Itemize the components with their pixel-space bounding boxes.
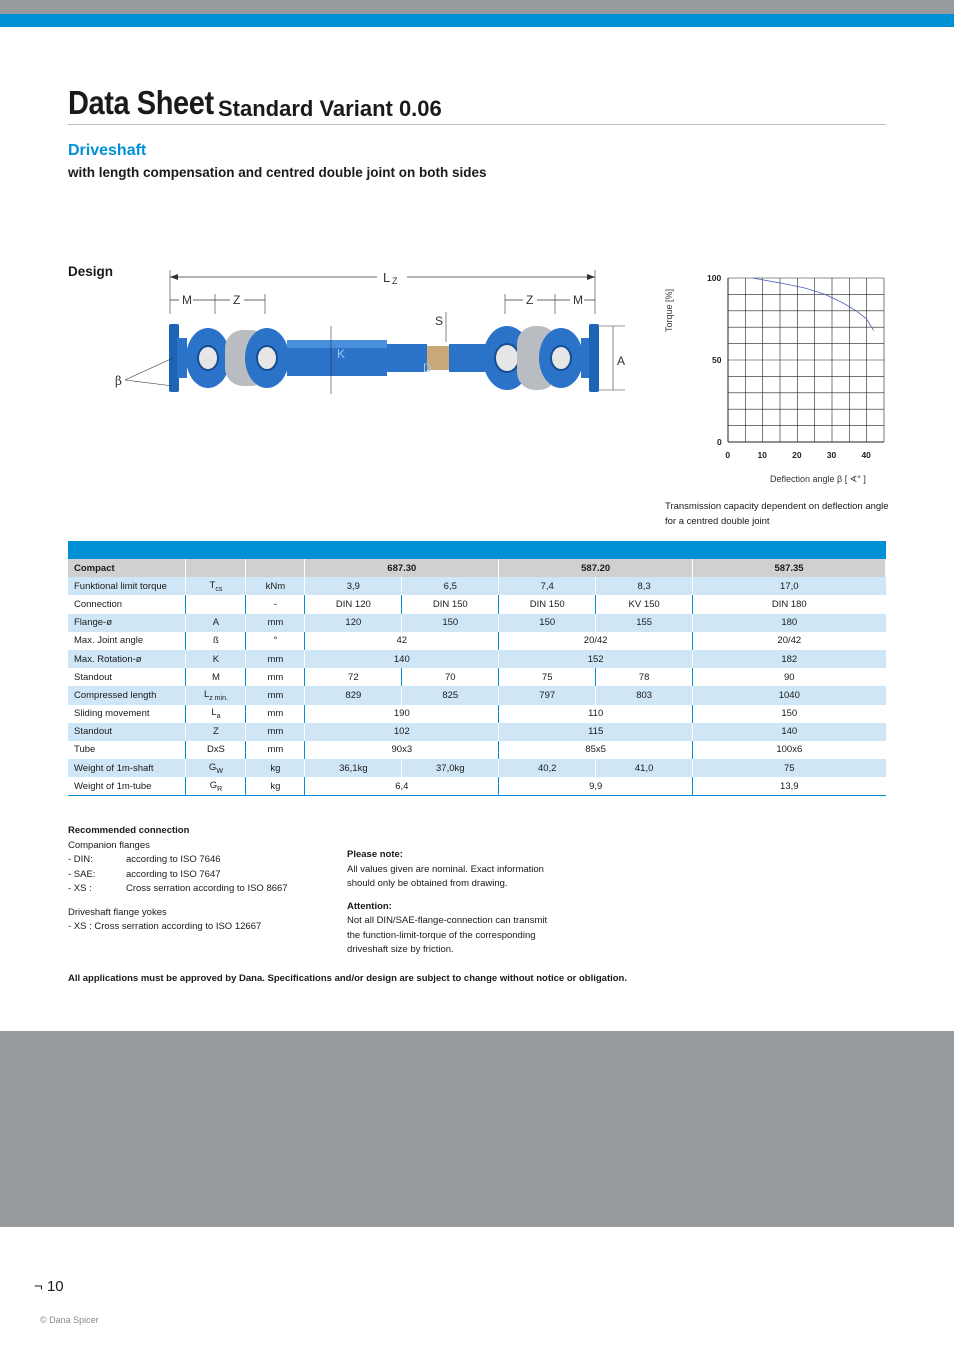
row-value: 20/42: [693, 632, 886, 650]
row-unit: °: [246, 632, 305, 650]
dim-lz-sub: Z: [392, 276, 398, 286]
row-value: 180: [693, 614, 886, 632]
yokes-line: - XS : Cross serration according to ISO 12667: [68, 921, 262, 932]
page-number: [34, 1278, 64, 1295]
row-symbol: $L_a$: [186, 705, 246, 723]
top-blue-band: [0, 14, 954, 27]
bottom-grey-band: [0, 1031, 954, 1227]
chart-xlabel: Deflection angle β [ ∢° ]: [770, 474, 866, 484]
row-value: 829: [305, 686, 402, 704]
row-label: Flange-ø: [68, 614, 186, 632]
attention-text-2: the function-limit-torque of the corresponding: [347, 929, 536, 941]
row-value: 803: [596, 686, 693, 704]
table-row: [68, 777, 886, 795]
table-row: [68, 723, 886, 741]
yokes-title: Driveshaft flange yokes: [68, 906, 167, 918]
row-value: 75: [499, 668, 596, 686]
chart-y-tick: 100: [707, 273, 722, 283]
row-value: 85x5: [499, 741, 693, 759]
row-label: Sliding movement: [68, 705, 186, 723]
row-label: Weight of 1m-tube: [68, 777, 186, 795]
row-value: 17,0: [693, 577, 886, 595]
row-symbol: $L_{z min.}$: [186, 686, 246, 704]
row-value: DIN 180: [693, 595, 886, 613]
row-value: 102: [305, 723, 499, 741]
please-text-1: All values given are nominal. Exact information: [347, 863, 544, 875]
spec-table: [68, 559, 886, 796]
row-value: 152: [499, 650, 693, 668]
row-symbol: $G_W$: [186, 759, 246, 777]
top-grey-band: [0, 0, 954, 14]
deflection-chart-svg: [660, 268, 890, 498]
please-title: Please note:: [347, 849, 403, 860]
row-symbol: ß: [186, 632, 246, 650]
row-value: 140: [693, 723, 886, 741]
row-symbol: A: [186, 614, 246, 632]
row-value: 140: [305, 650, 499, 668]
companion-flanges: Companion flanges: [68, 839, 150, 851]
page-number-value: 10: [46, 1278, 64, 1295]
chart-x-tick: 20: [792, 450, 802, 460]
row-value: 42: [305, 632, 499, 650]
product-subtitle: Driveshaft: [68, 142, 147, 159]
row-value: 7,4: [499, 577, 596, 595]
row-value: 13,9: [693, 777, 886, 795]
sae-line: - SAE: according to ISO 7647: [68, 868, 221, 880]
row-value: 150: [693, 705, 886, 723]
row-label: Max. Joint angle: [68, 632, 186, 650]
row-value: 120: [305, 614, 402, 632]
header-group-2: 587.20: [499, 559, 693, 577]
title-variant: Standard Variant 0.06: [218, 96, 442, 121]
dim-m-left: M: [182, 293, 192, 307]
dim-m-right: M: [573, 293, 583, 307]
table-row: [68, 705, 886, 723]
row-unit: -: [246, 595, 305, 613]
row-unit: kNm: [246, 577, 305, 595]
please-note: [347, 848, 607, 958]
row-symbol: [186, 595, 246, 613]
chart-x-tick: 0: [725, 450, 731, 460]
chart-x-tick: 30: [826, 450, 837, 460]
row-value: 90: [693, 668, 886, 686]
table-row: [68, 614, 886, 632]
row-value: 41,0: [596, 759, 693, 777]
driveshaft-drawing: [115, 254, 655, 424]
table-row: [68, 759, 886, 777]
table-row: [68, 668, 886, 686]
row-value: 36,1kg: [305, 759, 402, 777]
row-label: Funktional limit torque: [68, 577, 186, 595]
row-value: 100x6: [693, 741, 886, 759]
row-value: 9,9: [499, 777, 693, 795]
row-unit: mm: [246, 723, 305, 741]
dim-lz: L: [383, 270, 391, 285]
table-title-bar: [68, 541, 886, 559]
row-value: 182: [693, 650, 886, 668]
row-symbol: $G_R$: [186, 777, 246, 795]
row-value: 90x3: [305, 741, 499, 759]
header-group-3: 587.35: [693, 559, 886, 577]
please-text-2: should only be obtained from drawing.: [347, 878, 508, 889]
chart-caption: Transmission capacity dependent on deflection angle for a centred double joint: [665, 501, 889, 527]
design-label: Design: [68, 264, 114, 279]
copyright: © Dana Spicer: [40, 1315, 99, 1325]
title-rule: [68, 124, 886, 125]
row-value: 20/42: [499, 632, 693, 650]
dim-a: A: [617, 354, 626, 368]
attention-text-3: driveshaft size by friction.: [347, 944, 454, 955]
row-unit: mm: [246, 614, 305, 632]
recommended-title: Recommended connection: [68, 825, 190, 836]
xs-line: - XS : Cross serration according to ISO 8667: [68, 883, 288, 894]
row-unit: mm: [246, 705, 305, 723]
row-value: 40,2: [499, 759, 596, 777]
row-value: 190: [305, 705, 499, 723]
dim-s: S: [435, 314, 444, 328]
row-value: 6,5: [402, 577, 499, 595]
dim-z-left: Z: [233, 293, 241, 307]
din-line: - DIN: according to ISO 7646: [68, 854, 221, 865]
attention-title: Attention:: [347, 900, 392, 912]
row-symbol: Z: [186, 723, 246, 741]
row-value: 155: [596, 614, 693, 632]
table-header-row: [68, 559, 886, 577]
row-unit: mm: [246, 668, 305, 686]
row-symbol: $T_{cs}$: [186, 577, 246, 595]
table-row: [68, 577, 886, 595]
recommended-connection: [68, 824, 338, 935]
row-label: Max. Rotation-ø: [68, 650, 186, 668]
dim-z-right: Z: [526, 293, 534, 307]
row-value: 75: [693, 759, 886, 777]
row-value: 825: [402, 686, 499, 704]
chart-grid: [728, 278, 884, 442]
chart-y-tick: 0: [717, 437, 722, 447]
title-main: Data Sheet: [68, 84, 214, 121]
chart-ticks: [707, 273, 871, 460]
header-compact: Compact: [68, 559, 186, 577]
attention-text-1: Not all DIN/SAE-flange-connection can transmit: [347, 915, 548, 926]
row-value: 78: [596, 668, 693, 686]
page-mark: ¬: [34, 1278, 43, 1295]
product-description: with length compensation and centred double joint on both sides: [68, 165, 487, 180]
row-value: KV 150: [596, 595, 693, 613]
row-symbol: M: [186, 668, 246, 686]
dim-k: K: [337, 347, 346, 361]
row-unit: kg: [246, 777, 305, 795]
row-unit: kg: [246, 759, 305, 777]
row-unit: mm: [246, 686, 305, 704]
chart-x-tick: 10: [757, 450, 767, 460]
deflection-chart: [660, 268, 890, 498]
dim-d: D: [423, 361, 432, 375]
row-value: 150: [499, 614, 596, 632]
chart-series-line: [752, 278, 873, 330]
row-value: 72: [305, 668, 402, 686]
row-label: Standout: [68, 723, 186, 741]
chart-ylabel: Torque [%]: [664, 288, 674, 332]
table-row: [68, 741, 886, 759]
row-symbol: K: [186, 650, 246, 668]
row-label: Compressed length: [68, 686, 186, 704]
disclaimer: All applications must be approved by Dana. Specifications and/or design are subject to change without notice or obligation.: [68, 973, 627, 984]
row-unit: mm: [246, 650, 305, 668]
row-value: DIN 150: [402, 595, 499, 613]
row-value: 37,0kg: [402, 759, 499, 777]
table-row: [68, 650, 886, 668]
row-value: 110: [499, 705, 693, 723]
row-value: DIN 120: [305, 595, 402, 613]
row-value: 115: [499, 723, 693, 741]
row-value: 150: [402, 614, 499, 632]
row-value: DIN 150: [499, 595, 596, 613]
row-value: 797: [499, 686, 596, 704]
row-value: 3,9: [305, 577, 402, 595]
chart-x-tick: 40: [861, 450, 871, 460]
row-unit: mm: [246, 741, 305, 759]
page-title: [68, 84, 442, 122]
table-row: [68, 632, 886, 650]
row-value: 70: [402, 668, 499, 686]
row-label: Tube: [68, 741, 186, 759]
chart-y-tick: 50: [712, 355, 722, 365]
row-symbol: DxS: [186, 741, 246, 759]
row-label: Standout: [68, 668, 186, 686]
row-value: 6,4: [305, 777, 499, 795]
table-row: [68, 595, 886, 613]
header-group-1: 687.30: [305, 559, 499, 577]
row-value: 8,3: [596, 577, 693, 595]
table-row: [68, 686, 886, 704]
row-label: Weight of 1m-shaft: [68, 759, 186, 777]
row-label: Connection: [68, 595, 186, 613]
dim-beta: β: [115, 374, 122, 388]
driveshaft-illustration: [115, 254, 655, 424]
row-value: 1040: [693, 686, 886, 704]
